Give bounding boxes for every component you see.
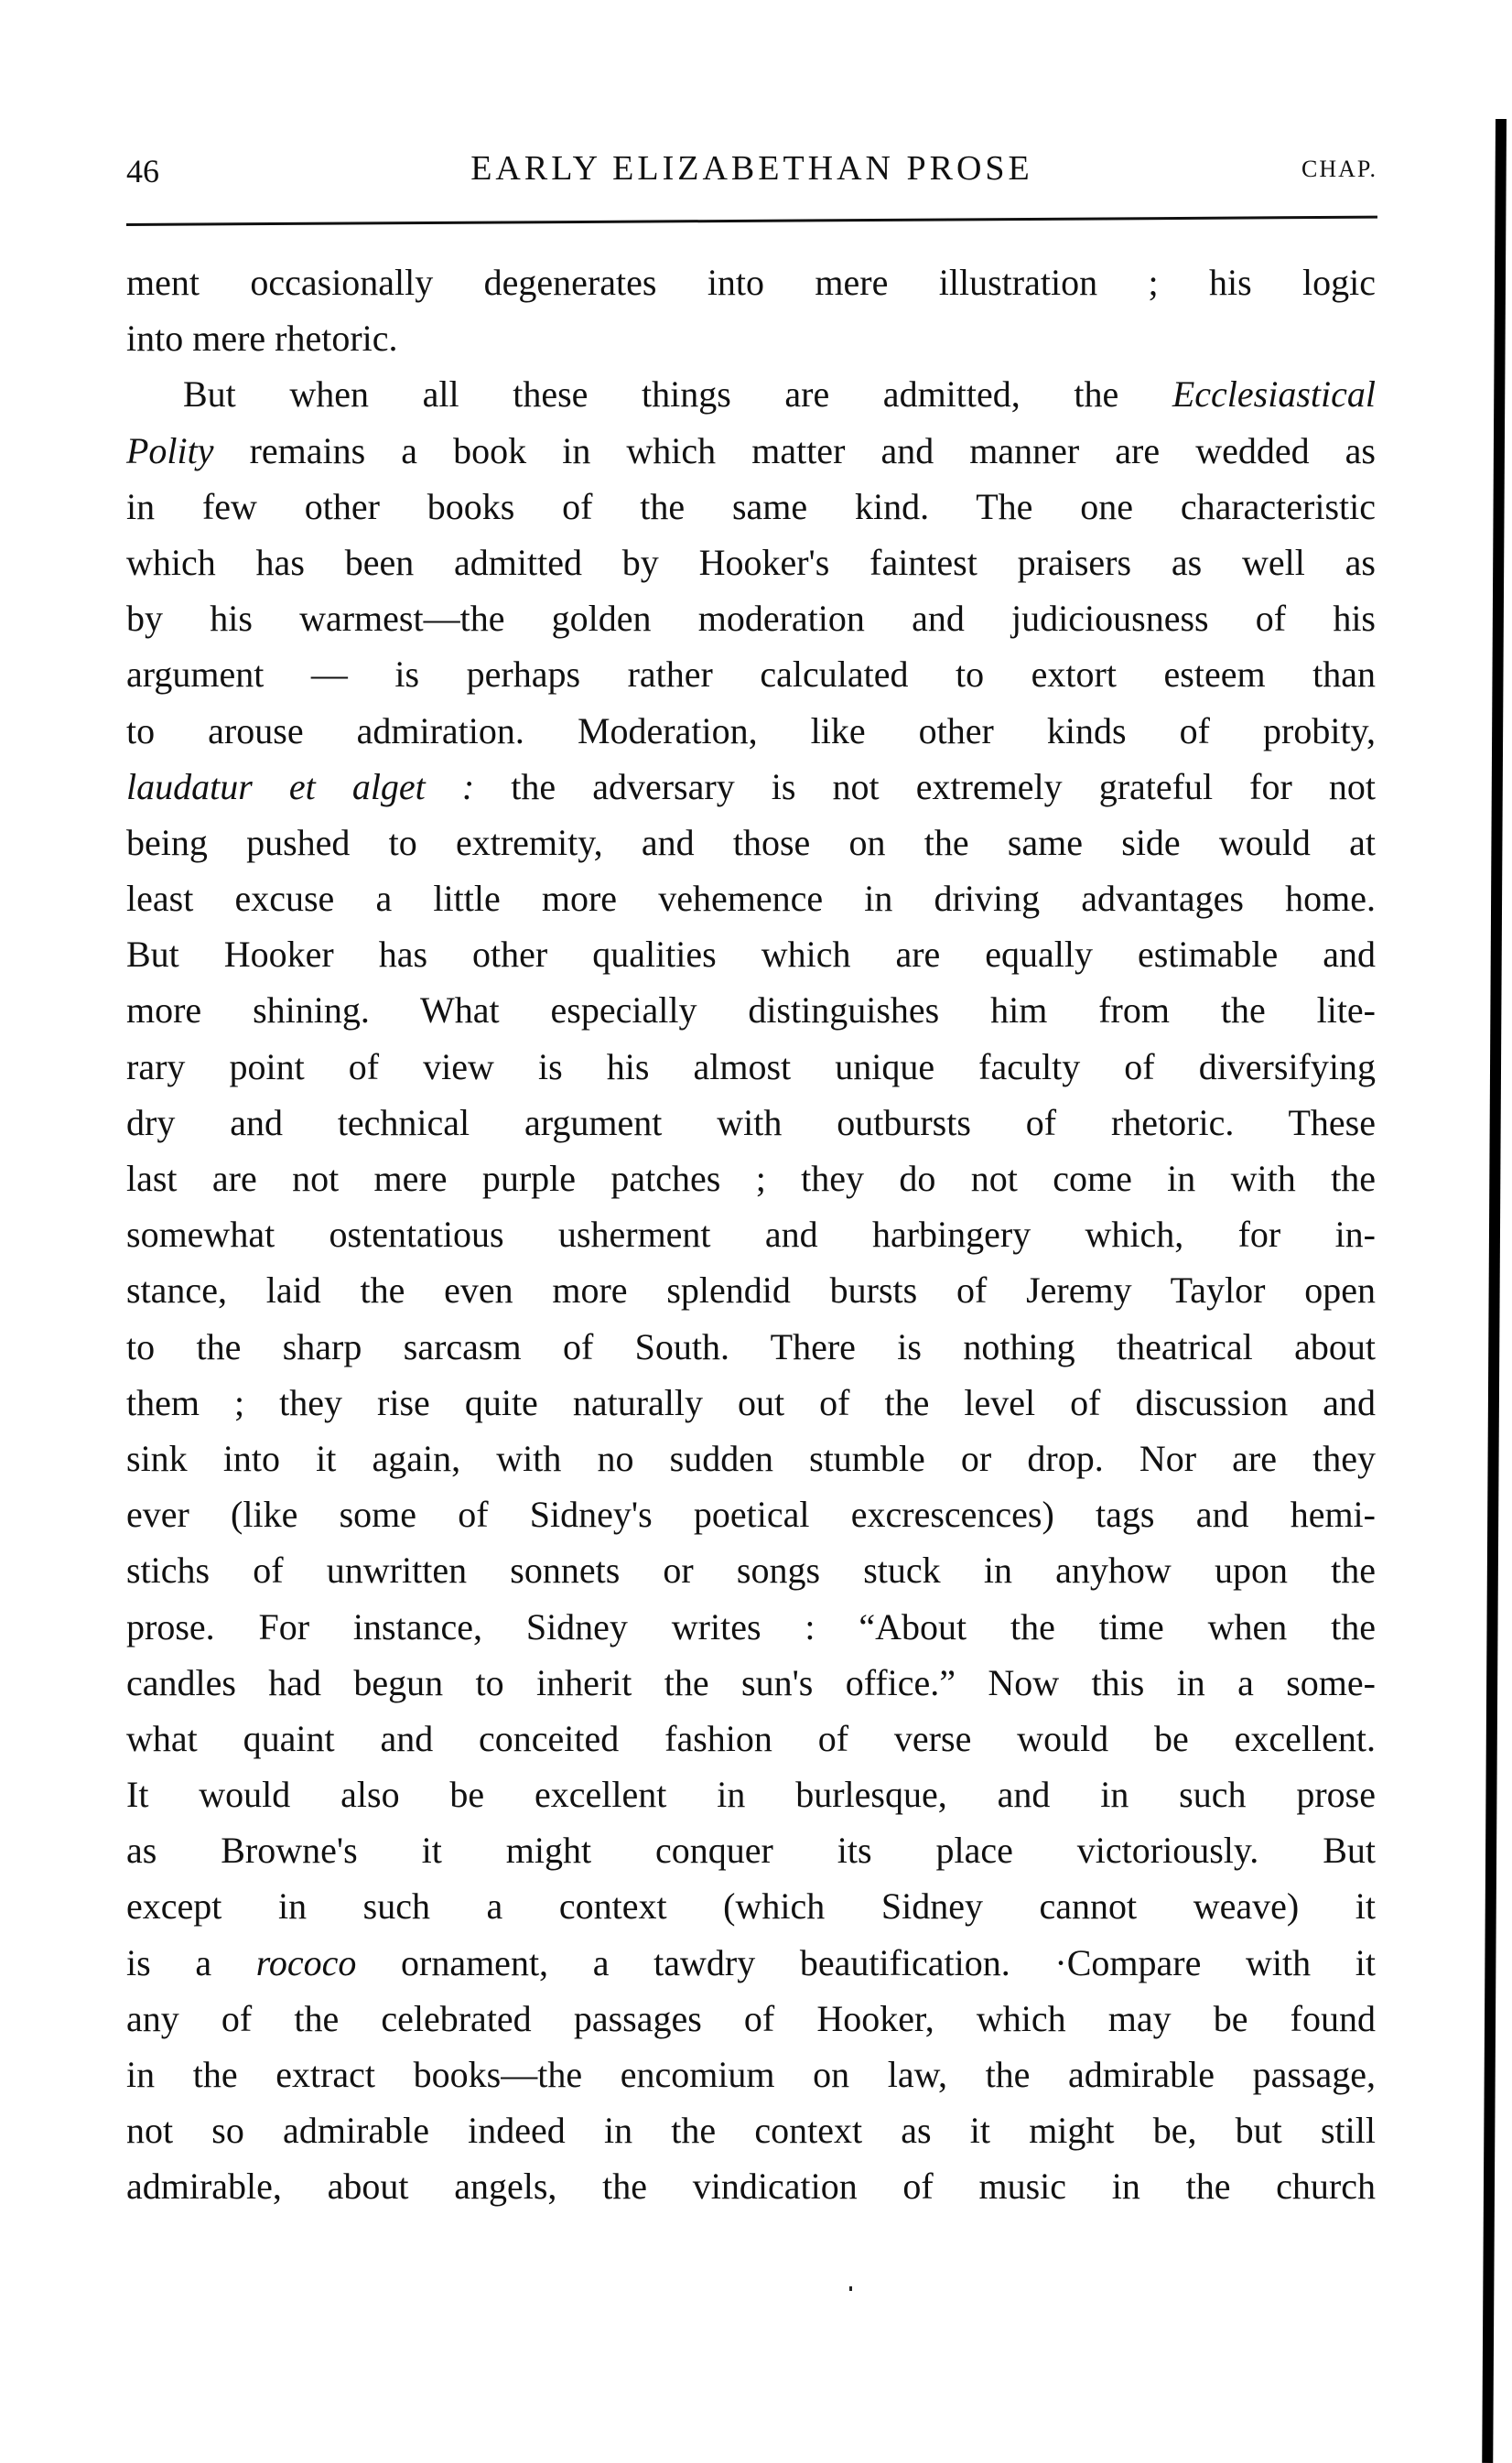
text-line: more shining. What especially distinguishes him from the lite- [126,989,1376,1032]
text-line: by his warmest—the golden moderation and judiciousness of his [126,598,1376,640]
text-line: is a rococo ornament, a tawdry beautification. ·Compare with it [126,1941,1376,1983]
text-line: But when all these things are admitted, the Ecclesiastical [183,373,1376,416]
page-edge-shadow [1482,119,1507,2463]
text-line: stance, laid the even more splendid bursts of Jeremy Taylor open [126,1269,1376,1312]
text-line: somewhat ostentatious usherment and harbingery which, for in- [126,1214,1376,1256]
text-line: into mere rhetoric. [126,318,398,360]
text-line: ment occasionally degenerates into mere illustration ; his logic [126,262,1376,303]
text-line: candles had begun to inherit the sun's office.” Now this in a some- [126,1661,1376,1703]
chapter-label: CHAP. [1301,156,1377,182]
body-text [126,254,1376,2215]
italic-title: Ecclesiastical [1172,373,1376,416]
text-line: Polity remains a book in which matter and manner are wedded as [126,429,1376,471]
text-line: ever (like some of Sidney's poetical excrescences) tags and hemi- [126,1494,1376,1536]
text-line: admirable, about angels, the vindication of music in the church [126,2166,1376,2208]
text-line: any of the celebrated passages of Hooker, which may be found [126,1997,1376,2039]
text-line: to the sharp sarcasm of South. There is nothing theatrical about [126,1325,1376,1367]
text-line: in the extract books—the encomium on law, the admirable passage, [126,2054,1376,2095]
text-line: which has been admitted by Hooker's faintest praisers as well as [126,541,1376,583]
text-line: what quaint and conceited fashion of verse would be excellent. [126,1717,1376,1759]
text-line: in few other books of the same kind. The one characteristic [126,485,1376,527]
text-line: as Browne's it might conquer its place victoriously. But [126,1830,1376,1872]
text-line: stichs of unwritten sonnets or songs stuck in anyhow upon the [126,1550,1376,1592]
italic-title: Polity [126,429,214,471]
text-line: not so admirable indeed in the context as it might be, but still [126,2110,1376,2152]
text-line: But Hooker has other qualities which are equally estimable and [126,934,1376,976]
text-line: It would also be excellent in burlesque, and in such prose [126,1774,1376,1816]
running-title: EARLY ELIZABETHAN PROSE [470,149,1033,188]
stray-mark [849,2286,852,2291]
text-line: argument — is perhaps rather calculated to extort esteem than [126,654,1376,696]
page-number: 46 [126,153,159,189]
italic-title: rococo [255,1941,357,1983]
text-line: to arouse admiration. Moderation, like other kinds of probity, [126,709,1376,751]
text-line: least excuse a little more vehemence in driving advantages home. [126,878,1376,920]
text-line: sink into it again, with no sudden stumble or drop. Nor are they [126,1437,1376,1479]
text-line: except in such a context (which Sidney cannot weave) it [126,1885,1376,1928]
italic-title: laudatur et alget : [126,765,475,807]
running-head [126,146,1377,201]
text-line: rary point of view is his almost unique faculty of diversifying [126,1045,1376,1087]
text-line: them ; they rise quite naturally out of the level of discussion and [126,1381,1376,1423]
text-line: laudatur et alget : the adversary is not extremely grateful for not [126,765,1376,807]
text-line: prose. For instance, Sidney writes : “About the time when the [126,1605,1376,1647]
text-line: last are not mere purple patches ; they do not come in with the [126,1158,1376,1199]
text-line: being pushed to extremity, and those on the same side would at [126,821,1376,863]
text-line: dry and technical argument with outbursts of rhetoric. These [126,1101,1376,1143]
header-rule [126,216,1377,226]
